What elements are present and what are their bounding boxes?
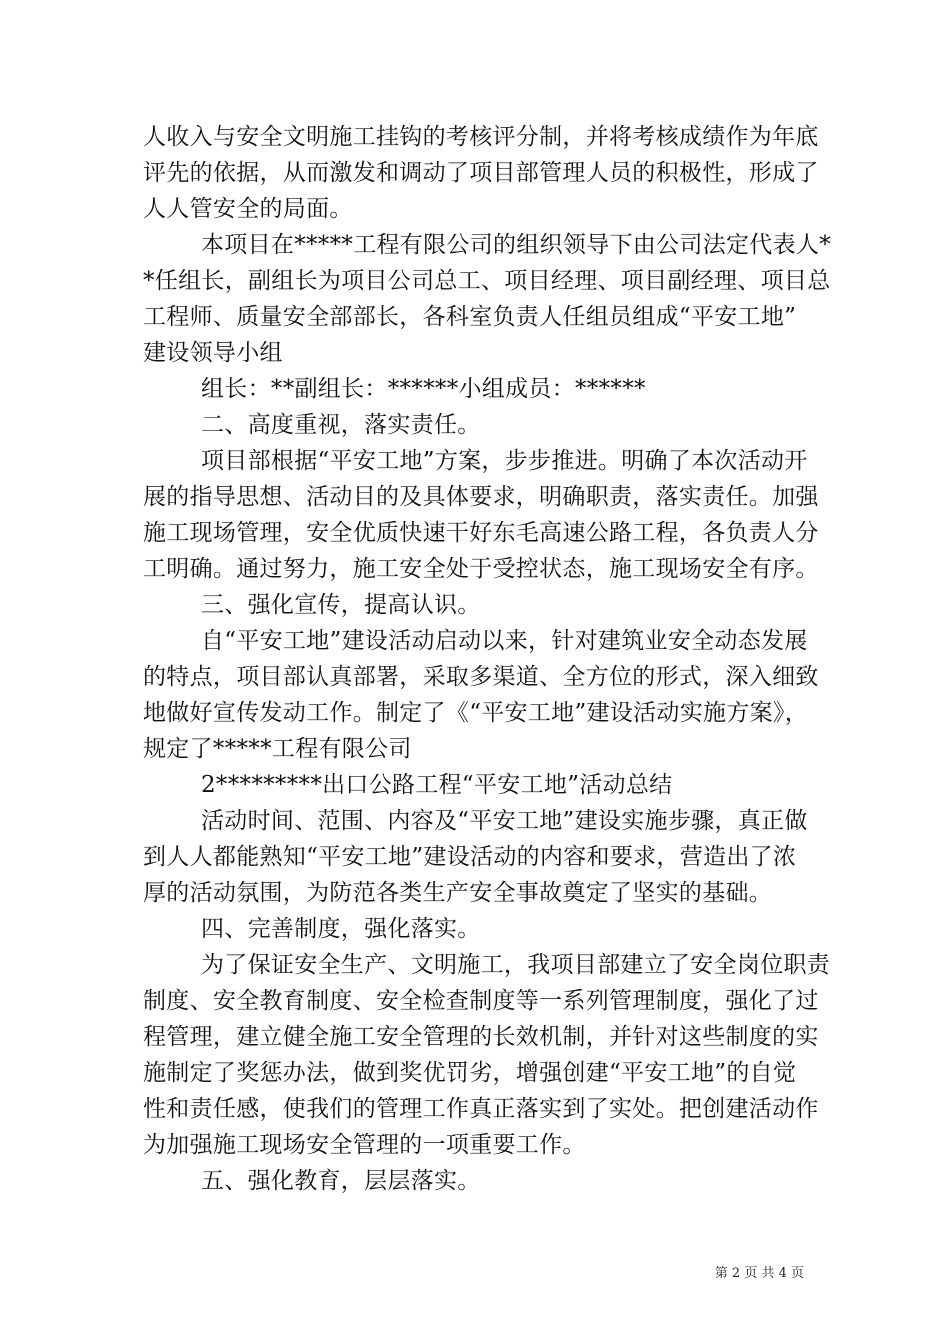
text-line: 四、完善制度，强化落实。	[201, 916, 481, 942]
text-line: 的特点，项目部认真部署，采取多渠道、全方位的形式，深入细致	[143, 664, 819, 690]
text-line: 活动时间、范围、内容及“平安工地”建设实施步骤，真正做	[201, 808, 808, 834]
text-line: *任组长，副组长为项目公司总工、项目经理、项目副经理、项目总	[143, 268, 831, 294]
page-number-footer: 第 2 页 共 4 页	[714, 1266, 804, 1281]
text-line: 本项目在*****工程有限公司的组织领导下由公司法定代表人*	[201, 232, 831, 258]
text-line: 规定了*****工程有限公司	[143, 736, 412, 762]
text-line: 地做好宣传发动工作。制定了《“平安工地”建设活动实施方案》，	[143, 700, 809, 726]
document-body	[143, 119, 831, 1199]
text-line: 人收入与安全文明施工挂钩的考核评分制，并将考核成绩作为年底	[143, 124, 819, 150]
text-line: 制度、安全教育制度、安全检查制度等一系列管理制度，强化了过	[143, 988, 819, 1014]
text-line: 程管理，建立健全施工安全管理的长效机制，并针对这些制度的实	[143, 1024, 819, 1050]
text-line: 组长：**副组长：******小组成员：******	[201, 376, 646, 402]
text-line: 展的指导思想、活动目的及具体要求，明确职责，落实责任。加强	[143, 484, 819, 510]
text-line: 工程师、质量安全部部长，各科室负责人任组员组成“平安工地”	[143, 304, 797, 330]
text-line: 为加强施工现场安全管理的一项重要工作。	[143, 1132, 586, 1158]
text-line: 人人管安全的局面。	[143, 196, 353, 222]
text-line: 五、强化教育，层层落实。	[201, 1168, 481, 1194]
text-line: 工明确。通过努力，施工安全处于受控状态，施工现场安全有序。	[143, 556, 819, 582]
text-line: 三、强化宣传，提高认识。	[201, 592, 481, 618]
text-line: 施制定了奖惩办法，做到奖优罚劣，增强创建“平安工地”的自觉	[143, 1060, 797, 1086]
text-line: 2*********出口公路工程“平安工地”活动总结	[201, 772, 673, 798]
text-line: 二、高度重视，落实责任。	[201, 412, 481, 438]
text-line: 到人人都能熟知“平安工地”建设活动的内容和要求，营造出了浓	[143, 844, 797, 870]
text-line: 项目部根据“平安工地”方案，步步推进。明确了本次活动开	[201, 448, 808, 474]
text-line: 自“平安工地”建设活动启动以来，针对建筑业安全动态发展	[201, 628, 808, 654]
text-line: 厚的活动氛围，为防范各类生产安全事故奠定了坚实的基础。	[143, 880, 773, 906]
text-line: 建设领导小组	[143, 340, 283, 366]
text-line: 为了保证安全生产、文明施工，我项目部建立了安全岗位职责	[201, 952, 831, 978]
text-line: 施工现场管理，安全优质快速干好东毛高速公路工程，各负责人分	[143, 520, 819, 546]
text-line: 性和责任感，使我们的管理工作真正落实到了实处。把创建活动作	[143, 1096, 819, 1122]
text-line: 评先的依据，从而激发和调动了项目部管理人员的积极性，形成了	[143, 160, 819, 186]
